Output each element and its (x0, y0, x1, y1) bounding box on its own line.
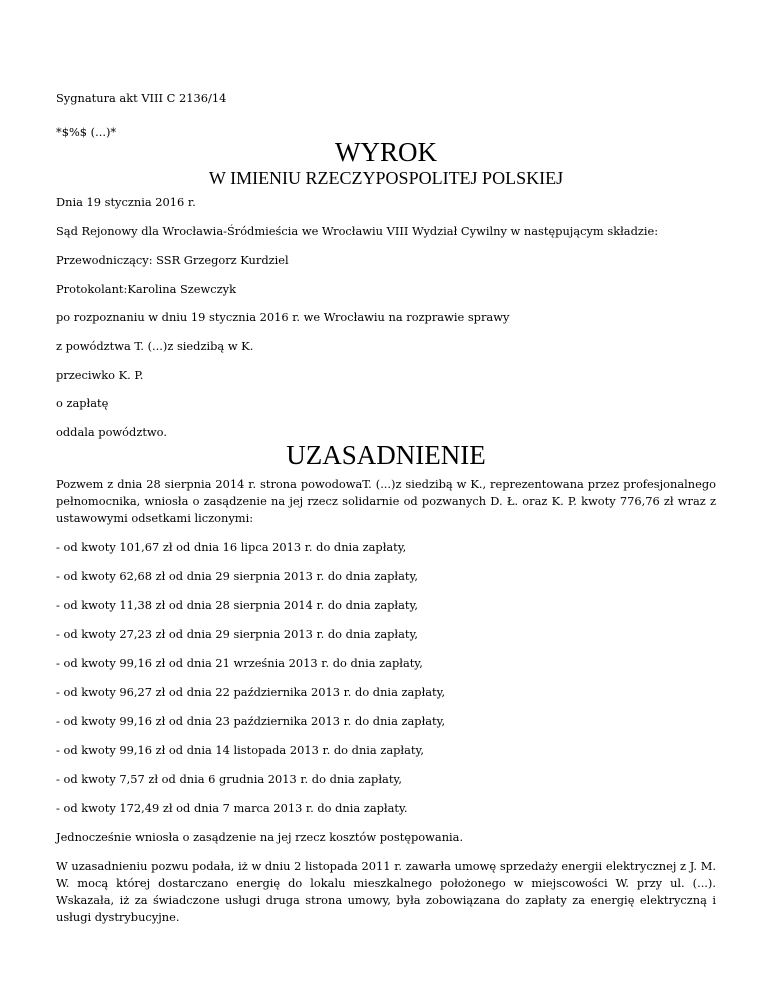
ruling-line: oddala powództwo. (56, 425, 167, 439)
verdict-subtitle: W IMIENIU RZECZYPOSPOLITEJ POLSKIEJ (208, 168, 564, 188)
interest-item: - od kwoty 27,23 zł od dnia 29 sierpnia 2013 r. do dnia zapłaty, (56, 627, 419, 641)
defendant-line: przeciwko K. P. (56, 368, 144, 382)
interest-item: - od kwoty 11,38 zł od dnia 28 sierpnia 2014 r. do dnia zapłaty, (56, 598, 419, 612)
plaintiff-line: z powództwa T. (...)z siedzibą w K. (56, 339, 254, 353)
justification-reasoning: W uzasadnieniu pozwu podała, iż w dniu 2 listopada 2011 r. zawarła umowę sprzedaży energii elektrycznej z J. M. W. mocą której dostarczano energię do lokalu mieszkalnego położonego w miejscowości W. przy ul. (...). Wskazała, iż za świadczone usługi druga strona umowy, była zobowiązana do zapłaty za energię elektryczną i usługi dystrybucyjne. (56, 859, 716, 924)
justification-intro: Pozwem z dnia 28 sierpnia 2014 r. strona powodowaT. (...)z siedzibą w K., reprezentowana przez profesjonalnego pełnomocnika, wniosła o zasądzenie na jej rzecz solidarnie od pozwanych D. Ł. oraz K. P. kwoty 776,76 zł wraz z ustawowymi odsetkami liczonymi: (56, 477, 716, 525)
interest-item: - od kwoty 99,16 zł od dnia 23 października 2013 r. do dnia zapłaty, (56, 714, 446, 728)
interest-item: - od kwoty 96,27 zł od dnia 22 października 2013 r. do dnia zapłaty, (56, 685, 446, 699)
interest-item: - od kwoty 62,68 zł od dnia 29 sierpnia 2013 r. do dnia zapłaty, (56, 569, 419, 583)
case-marker: *$%$ (...)* (56, 125, 117, 139)
interest-item: - od kwoty 172,49 zł od dnia 7 marca 2013 r. do dnia zapłaty. (56, 801, 408, 815)
justification-title: UZASADNIENIE (286, 440, 486, 470)
interest-item: - od kwoty 7,57 zł od dnia 6 grudnia 2013 r. do dnia zapłaty, (56, 772, 402, 786)
court-reporter: Protokolant:Karolina Szewczyk (56, 282, 236, 296)
interest-item: - od kwoty 99,16 zł od dnia 21 września 2013 r. do dnia zapłaty, (56, 656, 423, 670)
hearing-info: po rozpoznaniu w dniu 19 stycznia 2016 r. we Wrocławiu na rozprawie sprawy (56, 310, 510, 324)
verdict-date: Dnia 19 stycznia 2016 r. (56, 195, 196, 209)
subject-line: o zapłatę (56, 396, 109, 410)
presiding-judge: Przewodniczący: SSR Grzegorz Kurdziel (56, 253, 289, 267)
interest-item: - od kwoty 101,67 zł od dnia 16 lipca 2013 r. do dnia zapłaty, (56, 540, 407, 554)
costs-request: Jednocześnie wniosła o zasądzenie na jej rzecz kosztów postępowania. (56, 830, 464, 844)
interest-item: - od kwoty 99,16 zł od dnia 14 listopada 2013 r. do dnia zapłaty, (56, 743, 425, 757)
verdict-title: WYROK (335, 137, 437, 167)
court-composition: Sąd Rejonowy dla Wrocławia-Śródmieścia we Wrocławiu VIII Wydział Cywilny w następującym składzie: (56, 224, 659, 238)
case-signature: Sygnatura akt VIII C 2136/14 (56, 91, 227, 105)
